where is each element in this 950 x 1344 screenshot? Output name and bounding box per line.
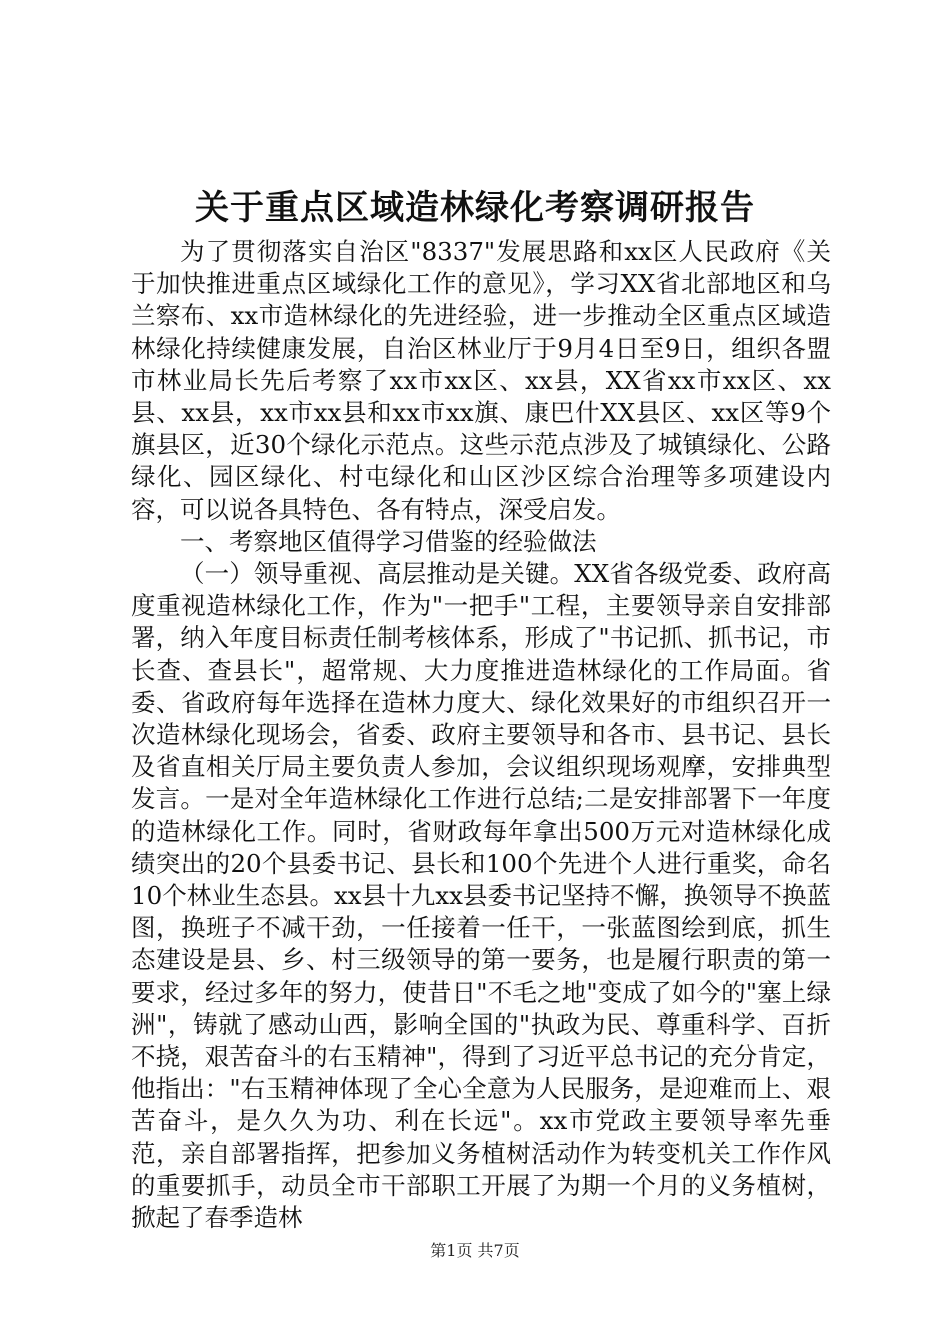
page-number-footer: 第1页 共7页 — [430, 1241, 520, 1260]
body-paragraph-intro: 为了贯彻落实自治区"8337"发展思路和xx区人民政府《关于加快推进重点区域绿化工作的意见》，学习XX省北部地区和乌兰察布、xx市造林绿化的先进经验，进一步推动全区重点区域造林绿化持续健康发展，自治区林业厅于9月4日至9日，组织各盟市林业局长先后考察了xx市xx区、xx县，XX省xx市xx区、xx县、xx县，xx市xx县和xx市xx旗、康巴什XX县区、xx区等9个旗县区，近30个绿化示范点。这些示范点涉及了城镇绿化、公路绿化、园区绿化、村屯绿化和山区沙区综合治理等多项建设内容，可以说各具特色、各有特点，深受启发。 — [131, 237, 831, 524]
body-paragraph-leadership: （一）领导重视、高层推动是关键。XX省各级党委、政府高度重视造林绿化工作，作为"一把手"工程，主要领导亲自安排部署，纳入年度目标责任制考核体系，形成了"书记抓、抓书记，市长查、查县长"，超常规、大力度推进造林绿化的工作局面。省委、省政府每年选择在造林力度大、绿化效果好的市组织召开一次造林绿化现场会，省委、政府主要领导和各市、县书记、县长及省直相关厅局主要负责人参加，会议组织现场观摩，安排典型发言。一是对全年造林绿化工作进行总结;二是安排部署下一年度的造林绿化工作。同时，省财政每年拿出500万元对造林绿化成绩突出的20个县委书记、县长和100个先进个人进行重奖，命名10个林业生态县。xx县十九xx县委书记坚持不懈，换领导不换蓝图，换班子不减干劲，一任接着一任干，一张蓝图绘到底，抓生态建设是县、乡、村三级领导的第一要务，也是履行职责的第一要求，经过多年的努力，使昔日"不毛之地"变成了如今的"塞上绿洲"，铸就了感动山西，影响全国的"执政为民、尊重科学、百折不挠，艰苦奋斗的右玉精神"，得到了习近平总书记的充分肯定，他指出："右玉精神体现了全心全意为人民服务，是迎难而上、艰苦奋斗，是久久为功、利在长远"。xx市党政主要领导率先垂范，亲自部署指挥，把参加义务植树活动作为转变机关工作作风的重要抓手，动员全市干部职工开展了为期一个月的义务植树，掀起了春季造林 — [131, 559, 831, 1233]
section-heading: 一、考察地区值得学习借鉴的经验做法 — [180, 526, 597, 556]
document-title: 关于重点区域造林绿化考察调研报告 — [195, 188, 755, 228]
document-body — [131, 236, 831, 1234]
